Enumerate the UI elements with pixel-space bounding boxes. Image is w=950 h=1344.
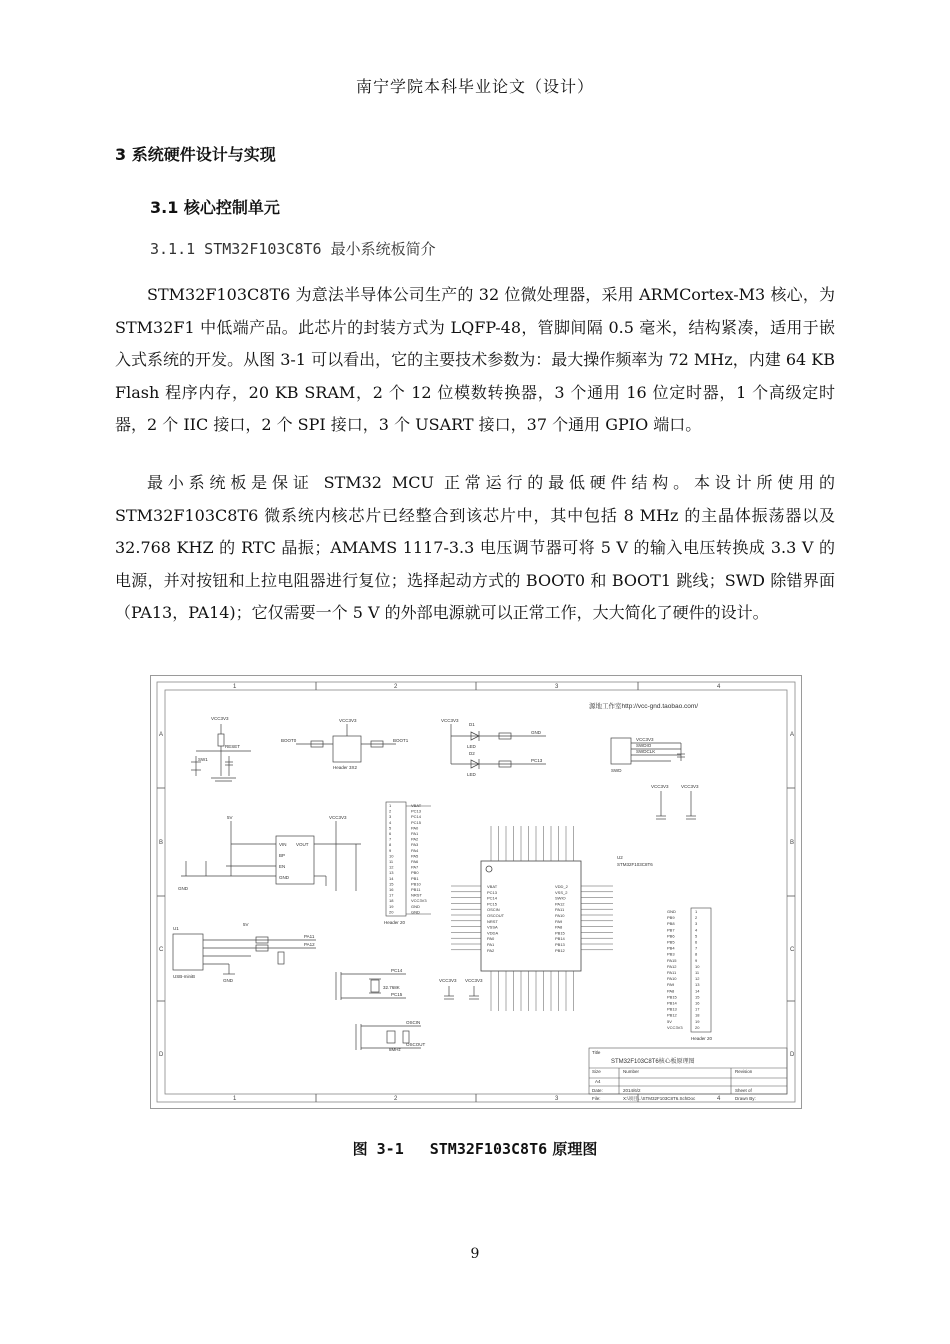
mcu-right-pin-list bbox=[555, 884, 569, 953]
title-block-label: Title bbox=[592, 1050, 601, 1055]
boot-vcc-net: VCC3V3 bbox=[339, 718, 357, 723]
reg-pin-vin: VIN bbox=[279, 842, 287, 847]
col-label-3-bottom: 3 bbox=[555, 1096, 559, 1102]
p4-pin-num-10: 10 bbox=[695, 963, 700, 969]
p4-pin-3: PB8 bbox=[667, 921, 675, 927]
p4-pin-num-4: 4 bbox=[695, 927, 698, 933]
p3-pin-num-9: 9 bbox=[389, 847, 392, 853]
p3-pin-num-10: 10 bbox=[389, 853, 394, 859]
p3-pin-11: PA6 bbox=[411, 859, 419, 864]
p3-pin-num-5: 5 bbox=[389, 825, 392, 831]
p3-pin-2: PC13 bbox=[411, 808, 422, 814]
p4-pin-num-20: 20 bbox=[695, 1024, 700, 1030]
title-drawn: Drawn By: bbox=[735, 1096, 756, 1101]
rtc-pc15-net: PC15 bbox=[391, 992, 403, 997]
reg-pin-en: EN bbox=[279, 864, 286, 869]
p4-pin-num-2: 2 bbox=[695, 915, 698, 921]
p4-pin-6: PB5 bbox=[667, 939, 675, 945]
row-label-a: A bbox=[159, 732, 164, 738]
p4-pin-10: PA12 bbox=[667, 963, 677, 969]
figure-caption bbox=[0, 1138, 950, 1159]
mcu-right-pin-12: PB12 bbox=[555, 947, 565, 953]
p4-pin-num-1: 1 bbox=[695, 909, 698, 914]
row-label-d-right: D bbox=[790, 1052, 795, 1058]
mcu-right-pin-8: PA8 bbox=[555, 924, 563, 930]
p4-pin-14: PA8 bbox=[667, 988, 675, 994]
led-d2-label: D2 bbox=[469, 751, 475, 756]
p4-pin-num-6: 6 bbox=[695, 939, 698, 945]
page-number: 9 bbox=[470, 1246, 480, 1262]
p4-pin-16: PB14 bbox=[667, 1000, 677, 1006]
title-sheet: Sheet of bbox=[735, 1088, 752, 1093]
p3-pin-num-15: 15 bbox=[389, 881, 394, 887]
p3-pin-1: VBAT bbox=[411, 803, 422, 808]
p4-pin-2: PB9 bbox=[667, 915, 675, 921]
title-date: 2014/6/2 bbox=[623, 1088, 641, 1093]
led-vcc-net: VCC3V3 bbox=[441, 718, 459, 723]
cap-vcc-net-1: VCC3V3 bbox=[651, 784, 669, 789]
mcu-part: STM32F103C8T6 bbox=[617, 862, 653, 867]
swd-swdio-net: SWDIO bbox=[636, 743, 652, 748]
main-oscin-net: OSCIN bbox=[406, 1020, 421, 1025]
p4-pin-num-17: 17 bbox=[695, 1006, 700, 1012]
sw1-label: SW1 bbox=[198, 757, 208, 762]
p4-pin-num-3: 3 bbox=[695, 921, 698, 927]
paragraph-2-block bbox=[115, 467, 835, 630]
p4-pin-19: 5V bbox=[667, 1018, 672, 1024]
mcu-left-pin-7: NRST bbox=[487, 918, 498, 924]
usb-label: USB-miniB bbox=[173, 974, 196, 979]
p4-pin-num-14: 14 bbox=[695, 988, 700, 994]
mcu-left-pin-1: VBAT bbox=[487, 884, 498, 889]
led-d1-type: LED bbox=[467, 744, 476, 749]
p3-pin-12: PA7 bbox=[411, 864, 419, 870]
col-label-1: 1 bbox=[233, 684, 237, 690]
boot0-net: BOOT0 bbox=[281, 738, 297, 743]
p3-pin-18: VCC3V3 bbox=[411, 898, 427, 904]
col-label-2-bottom: 2 bbox=[394, 1096, 398, 1102]
p3-pin-num-16: 16 bbox=[389, 887, 394, 892]
paragraph-1-block bbox=[115, 279, 835, 442]
mcu-left-pin-4: PC15 bbox=[487, 901, 498, 907]
mcu-right-pin-11: PB13 bbox=[555, 942, 565, 947]
swd-swclk-net: SWDCLK bbox=[636, 749, 656, 754]
p3-pin-14: PB1 bbox=[411, 875, 419, 881]
paragraph-2: 最小系统板是保证 STM32 MCU 正常运行的最低硬件结构。本设计所使用的 STM32F103C8T6 微系统内核芯片已经整合到该芯片中，其中包括 8 MHz 的主晶体振荡器以及 32.768 KHZ 的 RTC 晶振；AMAMS 1117-3.3 电压调节器可将 5 V 的输入电压转换成 3.3 V 的电源，并对按钮和上拉电阻器进行复位；选择起动方式的 BOOT0 和 BOOT1 跳线；SWD 除错界面（PA13，PA14)；它仅需要一个 5 V 的外部电源就可以正常工作，大大简化了硬件的设计。 bbox=[115, 473, 835, 622]
mcu-right-pin-3: SWIO bbox=[555, 895, 566, 901]
usb-5v-net: 5V bbox=[243, 922, 249, 927]
swd-connector-label: SWD bbox=[611, 768, 622, 773]
p3-pin-7: PA2 bbox=[411, 836, 419, 842]
p4-pin-18: PB12 bbox=[667, 1012, 677, 1018]
p4-pin-num-9: 9 bbox=[695, 957, 698, 963]
p3-pin-16: PB11 bbox=[411, 887, 421, 892]
p3-header-label: Header 20 bbox=[384, 920, 406, 925]
p3-pin-10: PA5 bbox=[411, 853, 419, 859]
cap-vcc-net-3: VCC3V3 bbox=[439, 978, 457, 983]
p4-pin-17: PB13 bbox=[667, 1006, 677, 1012]
p3-pin-6: PA1 bbox=[411, 831, 419, 836]
p4-pin-11: PA11 bbox=[667, 970, 677, 975]
p4-pin-12: PA10 bbox=[667, 976, 677, 982]
p3-pin-num-20: 20 bbox=[389, 909, 394, 915]
section-heading: 3.1 核心控制单元 bbox=[150, 198, 280, 217]
p4-pin-7: PB4 bbox=[667, 945, 675, 951]
mcu-left-pin-3: PC14 bbox=[487, 895, 498, 901]
p3-pin-list bbox=[389, 803, 427, 914]
mcu-right-pin-5: PA11 bbox=[555, 907, 565, 913]
subsection-heading: 3.1.1 STM32F103C8T6 最小系统板简介 bbox=[150, 240, 436, 258]
col-label-4: 4 bbox=[717, 684, 721, 690]
col-label-4-bottom: 4 bbox=[717, 1096, 721, 1102]
p3-pin-num-18: 18 bbox=[389, 898, 394, 904]
p3-pin-num-1: 1 bbox=[389, 803, 392, 808]
p3-pin-num-6: 6 bbox=[389, 831, 392, 836]
mcu-left-pin-8: VSSA bbox=[487, 924, 498, 930]
p3-pin-9: PA4 bbox=[411, 847, 419, 853]
row-label-b-right: B bbox=[790, 840, 795, 846]
p3-pin-15: PB10 bbox=[411, 881, 421, 887]
usb-pa12-net: PA12 bbox=[304, 942, 315, 947]
row-label-c: C bbox=[159, 947, 164, 953]
cap-vcc-net-2: VCC3V3 bbox=[681, 784, 699, 789]
p3-pin-19: GND bbox=[411, 903, 420, 909]
p3-pin-20: GND bbox=[411, 909, 420, 915]
p3-pin-num-17: 17 bbox=[389, 892, 394, 898]
mcu-left-pin-11: PA1 bbox=[487, 942, 495, 947]
boot1-net: BOOT1 bbox=[393, 738, 409, 743]
p4-pin-num-19: 19 bbox=[695, 1018, 700, 1024]
title-number-label: Number bbox=[623, 1069, 640, 1074]
p3-pin-3: PC14 bbox=[411, 814, 422, 820]
p4-pin-num-5: 5 bbox=[695, 933, 698, 939]
mcu-left-pin-10: PA0 bbox=[487, 936, 495, 942]
main-crystal-label: 8MHz bbox=[389, 1047, 401, 1052]
mcu-left-pin-6: OSCOUT bbox=[487, 913, 505, 918]
title-block-title: STM32F103C8T6核心板原理图 bbox=[611, 1059, 695, 1065]
row-label-a-right: A bbox=[790, 732, 795, 738]
main-oscout-net: OSCOUT bbox=[406, 1042, 426, 1047]
mcu-left-pin-12: PA2 bbox=[487, 947, 495, 953]
reg-vcc-net: VCC3V3 bbox=[329, 815, 347, 820]
p3-pin-num-12: 12 bbox=[389, 864, 394, 870]
row-label-b: B bbox=[159, 840, 164, 846]
p4-pin-13: PA9 bbox=[667, 982, 675, 988]
p4-pin-num-7: 7 bbox=[695, 945, 698, 951]
p4-pin-num-11: 11 bbox=[695, 970, 700, 975]
mcu-ref: U2 bbox=[617, 855, 623, 860]
title-size: A4 bbox=[595, 1079, 601, 1084]
mcu-right-pin-9: PB15 bbox=[555, 930, 565, 936]
figure-caption-text: 原理图 bbox=[547, 1140, 598, 1158]
col-label-2: 2 bbox=[394, 684, 398, 690]
title-date-label: Date: bbox=[592, 1088, 603, 1093]
p3-pin-5: PA0 bbox=[411, 825, 419, 831]
reg-pin-bp: BP bbox=[279, 853, 286, 858]
mcu-left-pin-list bbox=[487, 884, 505, 953]
figure-caption-code: STM32F103C8T6 bbox=[429, 1140, 548, 1158]
reg-5v-net: 5V bbox=[227, 815, 233, 820]
mcu-right-pin-6: PA10 bbox=[555, 913, 565, 918]
p4-pin-num-8: 8 bbox=[695, 951, 698, 957]
p3-pin-num-14: 14 bbox=[389, 875, 394, 881]
schematic-figure bbox=[150, 675, 802, 1109]
p3-pin-num-13: 13 bbox=[389, 870, 394, 876]
p3-pin-13: PB0 bbox=[411, 870, 419, 876]
mcu-left-pin-2: PC13 bbox=[487, 889, 498, 895]
p3-pin-4: PC15 bbox=[411, 819, 422, 825]
p3-pin-num-7: 7 bbox=[389, 836, 392, 842]
led-d1-label: D1 bbox=[469, 722, 475, 727]
figure-caption-number: 图 3-1 bbox=[352, 1140, 404, 1158]
row-label-d: D bbox=[159, 1052, 164, 1058]
p3-pin-num-2: 2 bbox=[389, 808, 392, 814]
mcu-left-pin-5: OSCIN bbox=[487, 907, 500, 913]
swd-vcc-net: VCC3V3 bbox=[636, 737, 654, 742]
paragraph-1: STM32F103C8T6 为意法半导体公司生产的 32 位微处理器，采用 ARMCortex-M3 核心，为 STM32F1 中低端产品。此芯片的封装方式为 LQFP-48，管脚间隔 0.5 毫米，结构紧凑，适用于嵌入式系统的开发。从图 3-1 可以看出，它的主要技术参数为：最大操作频率为 72 MHz，内建 64 KB Flash 程序内存，20 KB SRAM，2 个 12 位模数转换器，3 个通用 16 位定时器，1 个高级定时器，2 个 IIC 接口，2 个 SPI 接口，3 个 USART 接口，37 个通用 GPIO 端口。 bbox=[115, 285, 835, 434]
rtc-crystal-label: 32.768K bbox=[383, 985, 400, 990]
p3-pin-17: NRST bbox=[411, 892, 422, 898]
row-label-c-right: C bbox=[790, 947, 795, 953]
title-revision-label: Revision bbox=[735, 1069, 753, 1074]
p4-pin-list bbox=[667, 909, 700, 1030]
schematic-watermark: 源地工作室http://vcc-gnd.taobao.com/ bbox=[589, 703, 699, 710]
p3-pin-8: PA3 bbox=[411, 842, 419, 848]
p4-pin-num-16: 16 bbox=[695, 1000, 700, 1006]
p3-pin-num-4: 4 bbox=[389, 819, 392, 825]
running-header: 南宁学院本科毕业论文（设计） bbox=[355, 77, 594, 96]
col-label-3: 3 bbox=[555, 684, 559, 690]
chapter-heading: 3 系统硬件设计与实现 bbox=[115, 145, 276, 164]
title-file: X:\项目\..\STM32F103C8T6.SchDoc bbox=[623, 1096, 696, 1101]
p4-pin-1: GND bbox=[667, 909, 676, 914]
reset-net: RESET bbox=[225, 744, 241, 749]
p4-pin-num-15: 15 bbox=[695, 994, 700, 1000]
reset-vcc-net: VCC3V3 bbox=[211, 716, 229, 721]
reg-pin-vout: VOUT bbox=[296, 842, 309, 847]
p4-pin-8: PB3 bbox=[667, 951, 675, 957]
p4-header-label: Header 20 bbox=[691, 1036, 713, 1041]
p3-pin-num-11: 11 bbox=[389, 859, 394, 864]
rtc-pc14-net: PC14 bbox=[391, 968, 403, 973]
reg-gnd-net: GND bbox=[178, 886, 188, 891]
p4-pin-num-12: 12 bbox=[695, 976, 700, 982]
p3-pin-num-8: 8 bbox=[389, 842, 392, 848]
p4-pin-num-18: 18 bbox=[695, 1012, 700, 1018]
mcu-right-pin-1: VDD_2 bbox=[555, 884, 568, 889]
schematic-diagram bbox=[151, 676, 801, 1108]
col-label-1-bottom: 1 bbox=[233, 1096, 237, 1102]
mcu-right-pin-4: PA12 bbox=[555, 901, 565, 907]
p4-pin-5: PB6 bbox=[667, 933, 675, 939]
p4-pin-15: PB15 bbox=[667, 994, 677, 1000]
led-gnd-net: GND bbox=[531, 730, 541, 735]
reg-pin-gnd: GND bbox=[279, 875, 289, 880]
p4-pin-4: PB7 bbox=[667, 927, 675, 933]
led-pc13-net: PC13 bbox=[531, 758, 543, 763]
usb-gnd-net: GND bbox=[223, 978, 233, 983]
p4-pin-num-13: 13 bbox=[695, 982, 700, 988]
title-file-label: File: bbox=[592, 1096, 601, 1101]
cap-vcc-net-4: VCC3V3 bbox=[465, 978, 483, 983]
p3-pin-num-19: 19 bbox=[389, 903, 394, 909]
p1-header-label: Header 3X2 bbox=[333, 765, 358, 770]
usb-ref: U1 bbox=[173, 926, 179, 931]
mcu-left-pin-9: VDDA bbox=[487, 930, 499, 936]
p4-pin-9: PA15 bbox=[667, 957, 677, 963]
mcu-right-pin-10: PB14 bbox=[555, 936, 565, 942]
led-d2-type: LED bbox=[467, 772, 476, 777]
mcu-right-pin-2: VSS_2 bbox=[555, 889, 568, 895]
usb-pa11-net: PA11 bbox=[304, 934, 315, 939]
title-size-label: Size bbox=[592, 1069, 601, 1074]
p4-pin-20: VCC3V3 bbox=[667, 1024, 683, 1030]
p3-pin-num-3: 3 bbox=[389, 814, 392, 820]
mcu-right-pin-7: PA9 bbox=[555, 918, 563, 924]
